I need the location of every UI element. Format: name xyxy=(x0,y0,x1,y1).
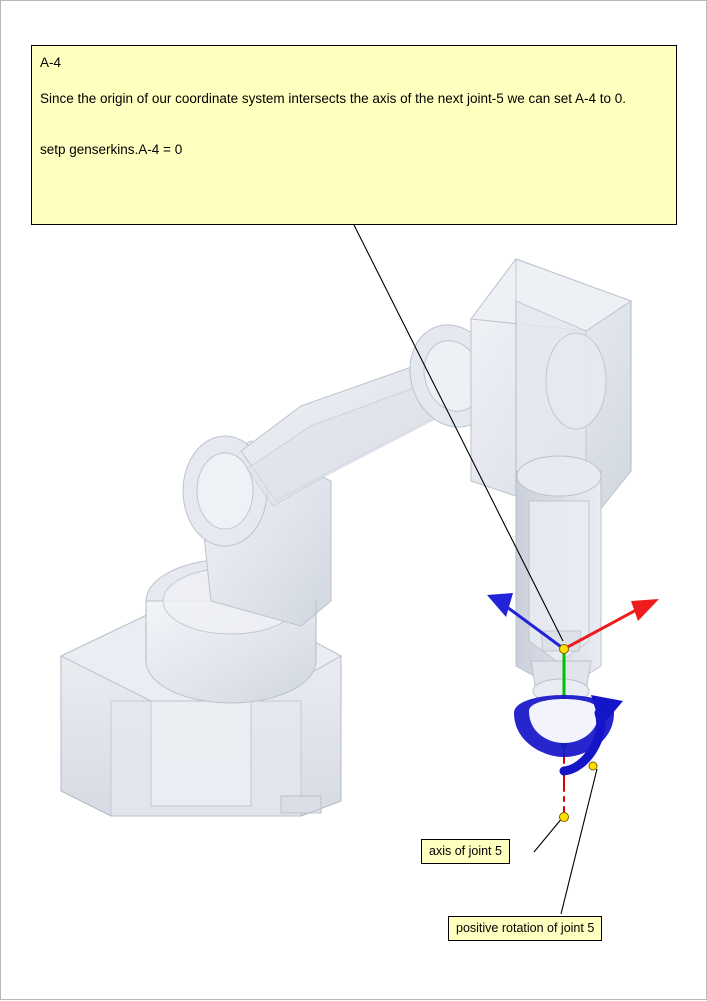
note-body: Since the origin of our coordinate system intersects the axis of the next joint-5 we can set A-4 to 0. xyxy=(40,90,627,106)
z-axis-arrow xyxy=(553,651,575,753)
note-title: A-4 xyxy=(40,55,62,70)
rotation-arrow xyxy=(487,593,623,771)
y-axis-arrow xyxy=(487,593,564,649)
origin-marker xyxy=(560,645,569,654)
callout-axis-of-joint-5: axis of joint 5 xyxy=(421,839,510,864)
callout-positive-rotation-of-joint-5: positive rotation of joint 5 xyxy=(448,916,602,941)
annotation-note xyxy=(31,45,677,225)
note-code: setp genserkins.A-4 = 0 xyxy=(40,141,183,157)
joint-axis-line xyxy=(560,753,569,822)
x-axis-arrow xyxy=(564,599,659,649)
